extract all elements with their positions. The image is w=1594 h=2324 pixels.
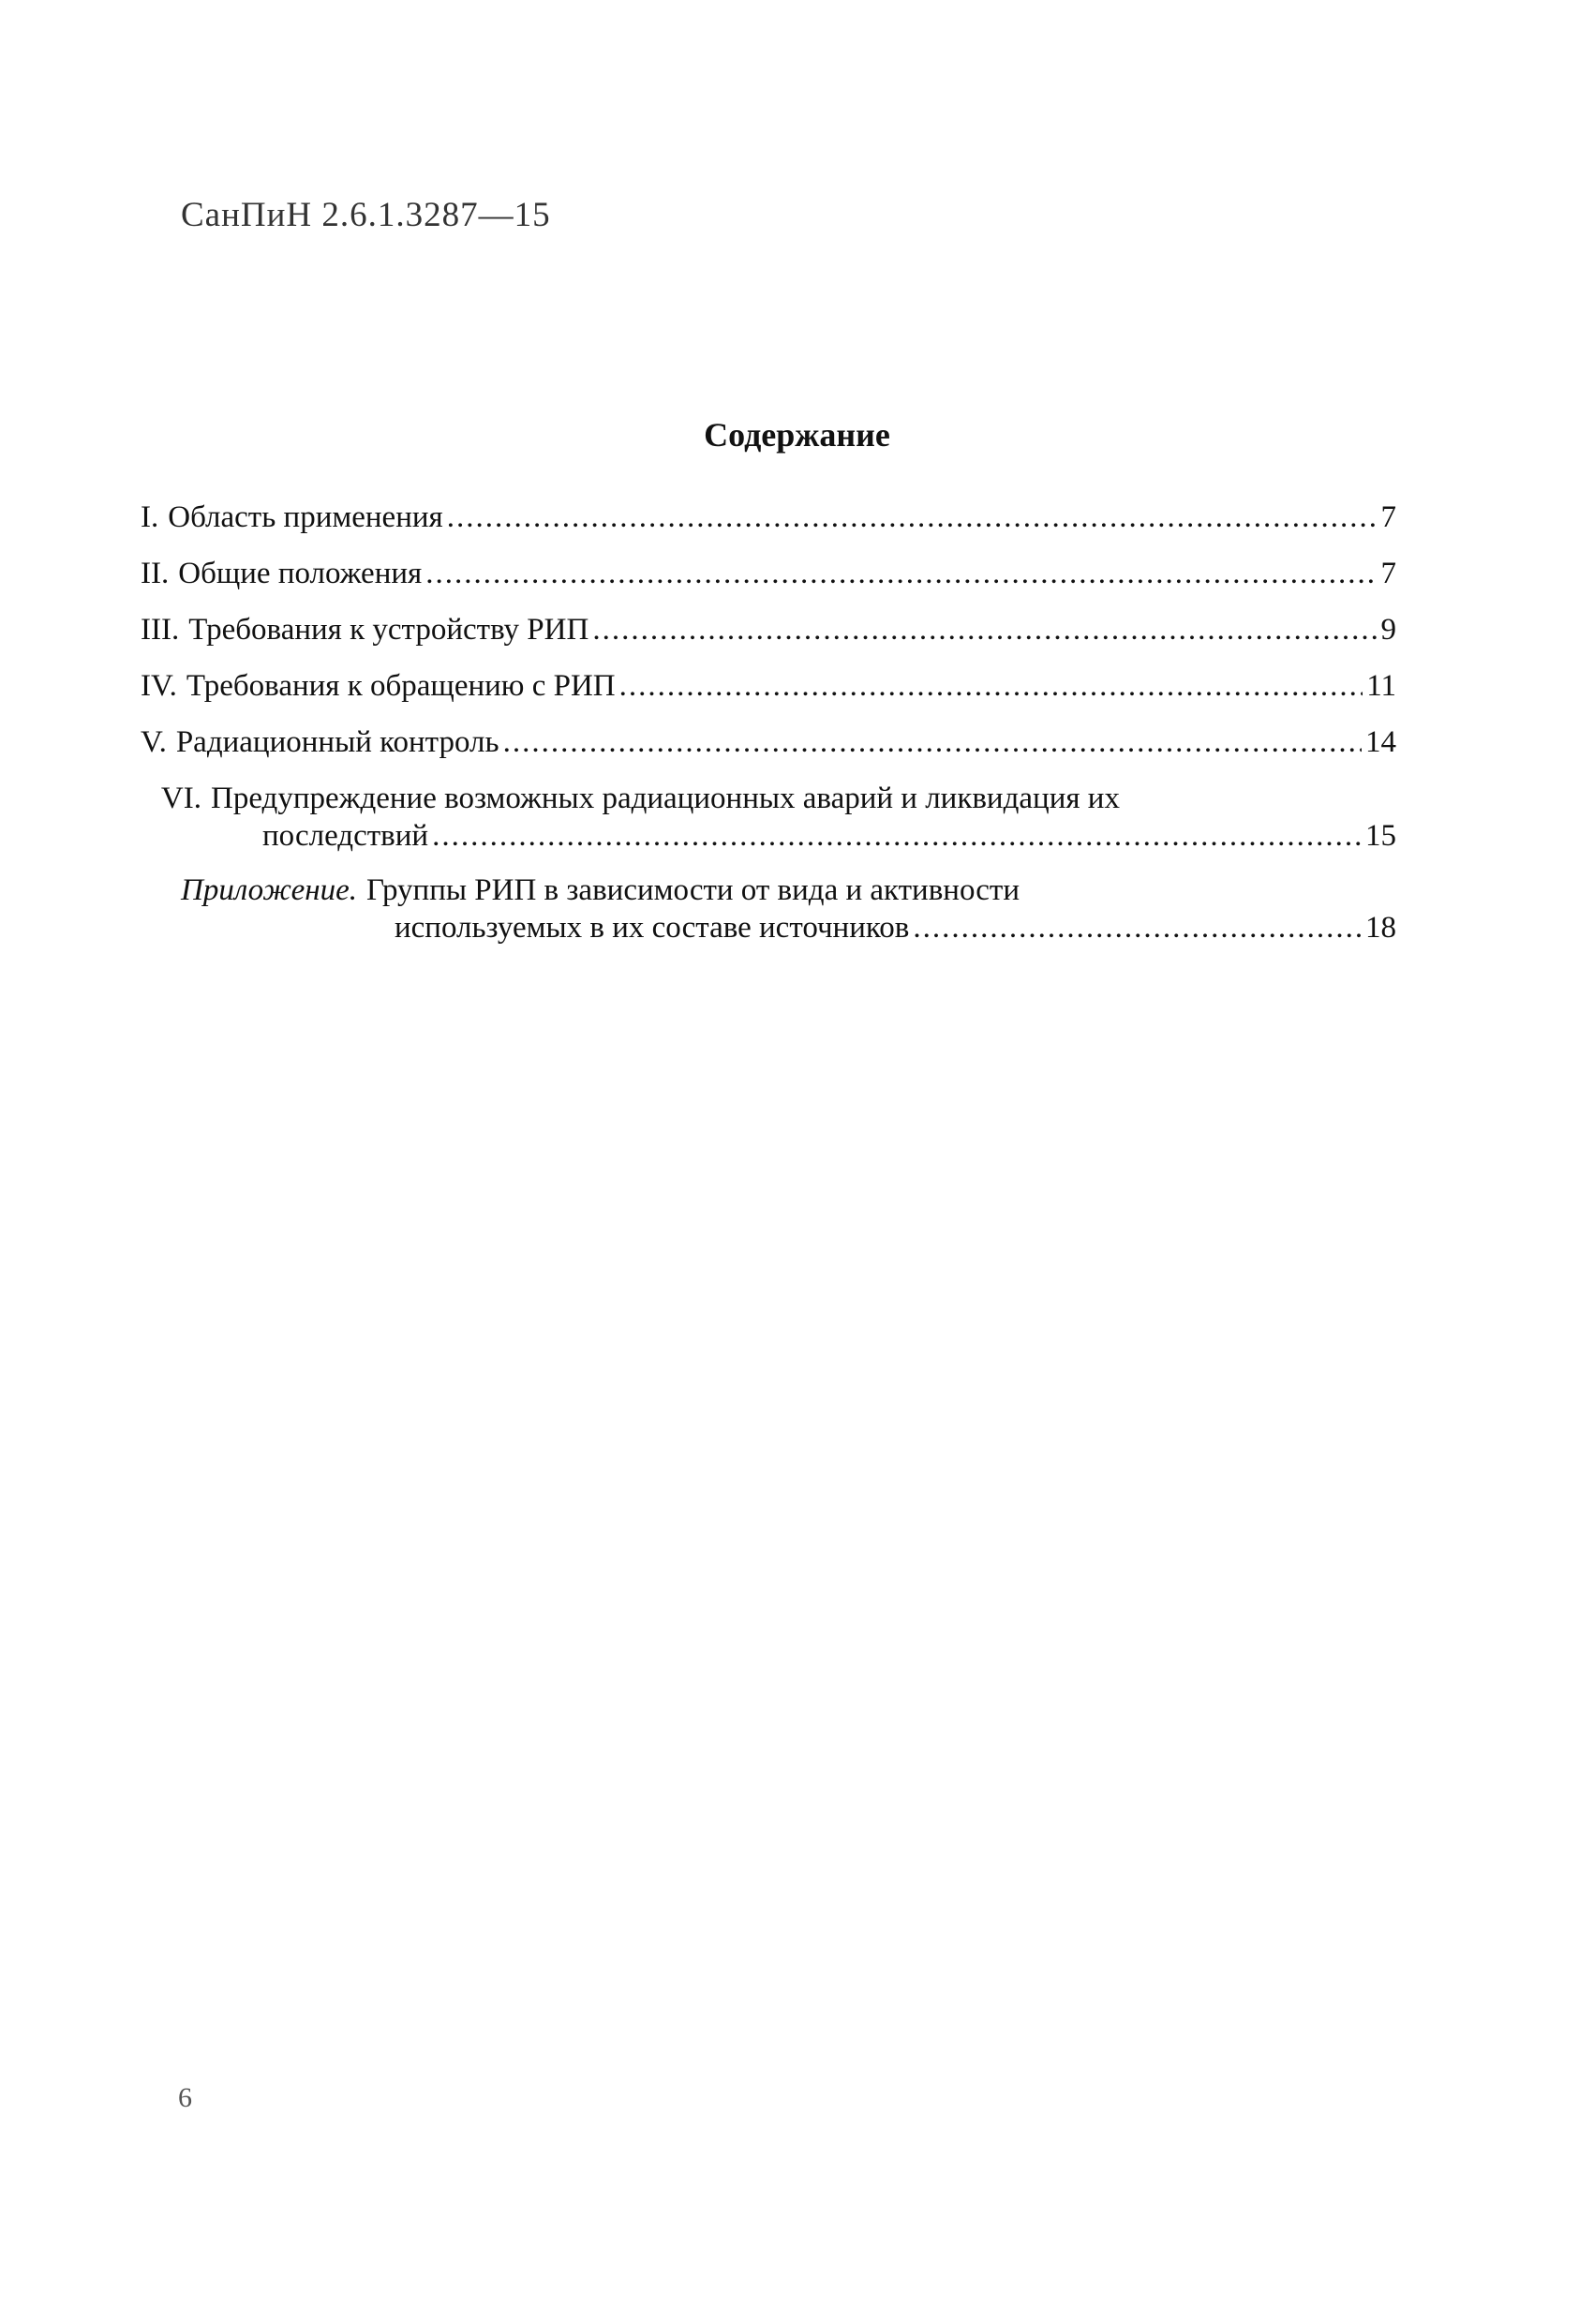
toc-entry-text: Радиационный контроль	[175, 725, 499, 759]
toc-entry-3[interactable]	[141, 611, 1396, 648]
appendix-text-line-1: Группы РИП в зависимости от вида и активности	[365, 873, 1020, 907]
toc-entry-page: 14	[1365, 725, 1396, 759]
page-number: 6	[178, 2082, 192, 2113]
toc-entry-page: 7	[1380, 557, 1396, 590]
toc-entry-number: IV.	[141, 669, 177, 703]
appendix-label: Приложение.	[181, 873, 357, 907]
dot-leader	[447, 499, 1378, 536]
toc-entry-text-line-1: Предупреждение возможных радиационных аварий и ликвидация их	[211, 782, 1120, 815]
toc-entry-4[interactable]	[141, 667, 1396, 705]
toc-entry-text: Общие положения	[178, 557, 423, 590]
toc-title: Содержание	[704, 416, 890, 454]
toc-entry-number: II.	[141, 557, 170, 590]
toc-entry-page: 7	[1380, 500, 1396, 534]
toc-entry-text: Требования к устройству РИП	[188, 613, 589, 647]
toc-entry-page: 15	[1365, 819, 1396, 853]
toc-entry-6[interactable]	[141, 780, 1396, 855]
toc-entry-number: III.	[141, 613, 180, 647]
toc-entry-number: V.	[141, 725, 167, 759]
toc-entry-page: 11	[1366, 669, 1396, 703]
toc-entry-number: I.	[141, 500, 159, 534]
appendix-page: 18	[1365, 911, 1396, 945]
toc-entry-text: Область применения	[168, 500, 443, 534]
dot-leader	[432, 817, 1362, 855]
toc-entry-5[interactable]	[141, 723, 1396, 761]
toc-entry-text: Требования к обращению с РИП	[186, 669, 616, 703]
dot-leader	[913, 909, 1362, 946]
dot-leader	[503, 723, 1362, 761]
appendix-text-line-2: используемых в их составе источников	[395, 911, 910, 945]
dot-leader	[619, 667, 1363, 705]
toc-entry-text-line-2: последствий	[262, 819, 429, 853]
toc-entry-2[interactable]	[141, 555, 1396, 592]
dot-leader	[425, 555, 1377, 592]
toc-appendix-entry[interactable]	[181, 872, 1396, 946]
toc-entry-page: 9	[1380, 613, 1396, 647]
dot-leader	[592, 611, 1377, 648]
toc-entry-1[interactable]	[141, 499, 1396, 536]
document-code-header: СанПиН 2.6.1.3287—15	[181, 196, 551, 234]
toc-entry-number: VI.	[160, 782, 201, 815]
